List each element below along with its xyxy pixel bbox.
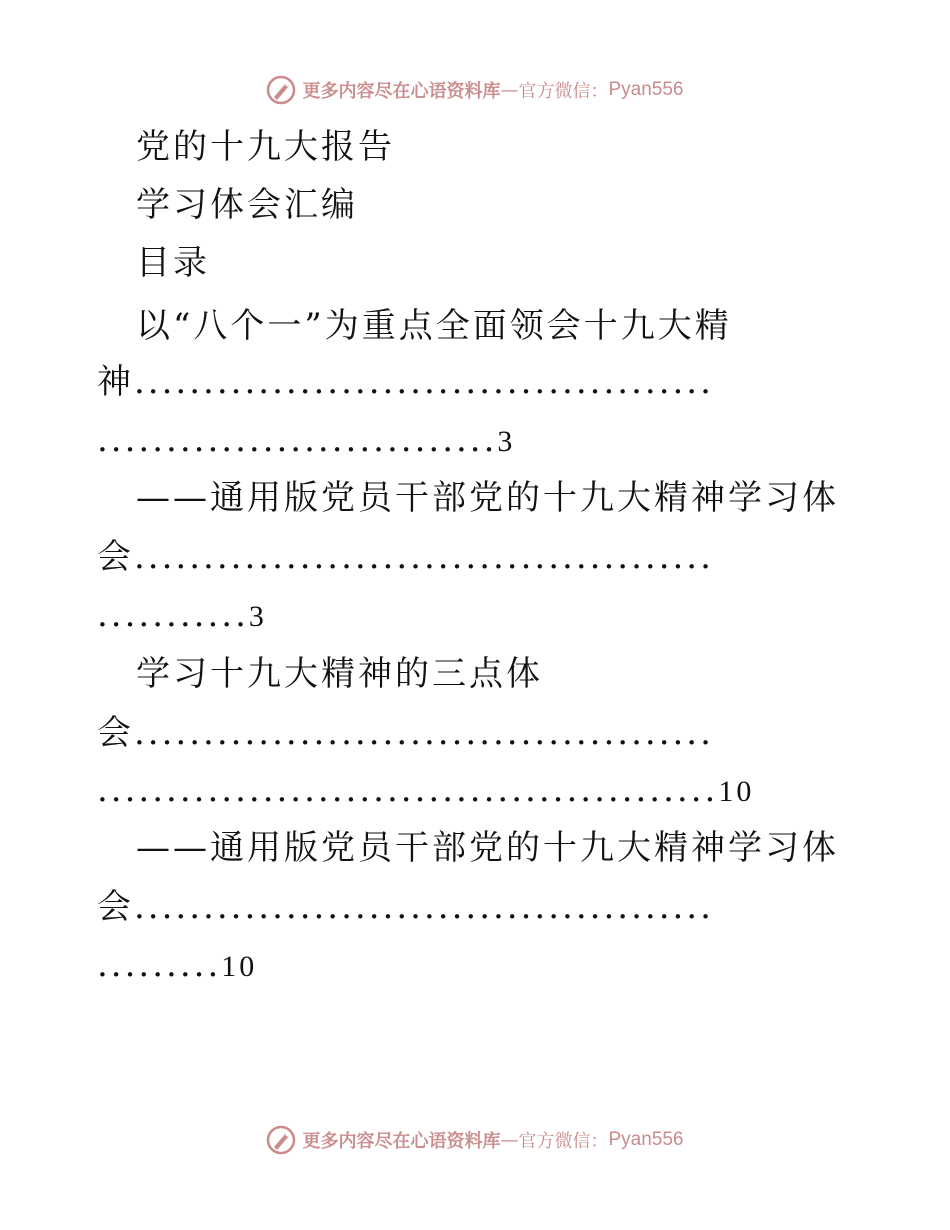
toc-entry-title: ——通用版党员干部党的十九大精神学习体 [136, 828, 839, 868]
toc-page-number: 3 [497, 425, 516, 458]
toc-entry-tail: 会 [97, 537, 134, 577]
toc-entry-leader [97, 420, 515, 462]
header-watermark [0, 70, 950, 110]
toc-entry-leader [97, 595, 267, 637]
toc-entry-tail: 会 [97, 887, 134, 927]
pen-logo-icon [266, 75, 296, 105]
toc-heading: 目录 [136, 243, 210, 283]
watermark-text: 更多内容尽在心语资料库 [302, 1131, 501, 1152]
toc-entry-leader [97, 362, 714, 402]
toc-entry-leader [97, 887, 714, 927]
toc-leader-dots: ............................. [97, 420, 498, 460]
watermark-wechat-label: 官方微信： [518, 81, 609, 102]
toc-leader-dots: .......................................... [134, 713, 714, 753]
toc-leader-dots: .......................................... [134, 537, 714, 577]
toc-leader-dots: ............................................. [97, 770, 719, 810]
toc-leader-dots: ........... [97, 595, 249, 635]
watermark-wechat-label: 官方微信： [518, 1131, 609, 1152]
toc-entry-title: 以“八个一”为重点全面领会十九大精 [136, 306, 732, 346]
toc-page-number: 3 [248, 600, 267, 633]
toc-leader-dots: .......................................... [134, 362, 714, 402]
watermark-text: 更多内容尽在心语资料库 [302, 81, 501, 102]
toc-entry-tail: 会 [97, 713, 134, 753]
toc-page-number: 10 [221, 950, 258, 983]
toc-leader-dots: ......... [97, 945, 222, 985]
toc-entry-leader [97, 713, 714, 753]
watermark-wechat-id: Pyan556 [608, 1129, 684, 1150]
toc-entry-leader [97, 770, 754, 812]
doc-title: 党的十九大报告 [136, 127, 395, 167]
toc-entry-title: 学习十九大精神的三点体 [136, 654, 543, 694]
watermark-dash: — [500, 79, 519, 101]
watermark-wechat-id: Pyan556 [608, 79, 684, 100]
toc-page-number: 10 [718, 775, 755, 808]
doc-subtitle: 学习体会汇编 [136, 185, 358, 225]
toc-entry-leader [97, 537, 714, 577]
toc-entry-tail: 神 [97, 362, 134, 402]
toc-entry-title: ——通用版党员干部党的十九大精神学习体 [136, 478, 839, 518]
watermark-dash: — [500, 1129, 519, 1151]
toc-leader-dots: .......................................... [134, 887, 714, 927]
pen-logo-icon [266, 1125, 296, 1155]
footer-watermark [0, 1120, 950, 1160]
toc-entry-leader [97, 945, 257, 987]
